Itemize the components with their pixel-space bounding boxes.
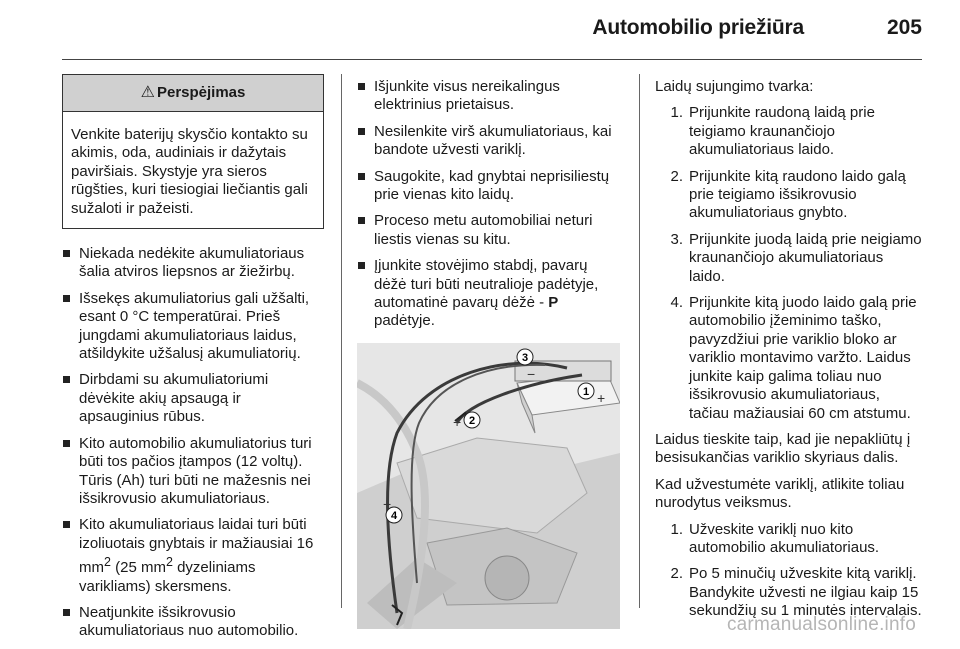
list-item bbox=[655, 168, 923, 223]
list-item bbox=[655, 294, 923, 423]
column-divider-2 bbox=[639, 74, 640, 608]
list-item-text: Kito akumuliatoriaus laidai turi būti izoliuotais gnybtais ir mažiausiai 16 mm bbox=[79, 516, 314, 577]
callout-2 bbox=[464, 412, 480, 428]
header-rule bbox=[62, 59, 922, 60]
superscript: 2 bbox=[104, 555, 111, 570]
column-divider-1 bbox=[341, 74, 342, 608]
procedure-list bbox=[357, 78, 621, 331]
plus-terminal-mark: + bbox=[597, 389, 606, 406]
minus-terminal-mark: − bbox=[383, 495, 392, 512]
callout-1 bbox=[578, 383, 594, 399]
svg-text:2: 2 bbox=[468, 414, 476, 427]
watermark: carmanualsonline.info bbox=[726, 614, 916, 635]
list-item: Kito automobilio akumuliatorius turi būti tos pačios įtampos (12 voltų). Tūris (Ah) turi būti ne mažesnis nei išsikrovusio akumuliatoriaus. bbox=[62, 435, 324, 509]
step-number: 2. bbox=[670, 167, 683, 185]
step-number: 3. bbox=[670, 230, 683, 248]
warning-header bbox=[63, 75, 323, 112]
list-item bbox=[62, 516, 324, 596]
list-item-text: (25 mm bbox=[110, 559, 166, 577]
column-2 bbox=[357, 78, 621, 629]
gear-position: P bbox=[548, 294, 559, 312]
list-item bbox=[655, 231, 923, 286]
list-item bbox=[357, 257, 621, 331]
paragraph: Kad užvestumėte variklį, atlikite toliau nurodytus veiksmus. bbox=[655, 475, 905, 512]
list-item: Neatjunkite išsikrovusio akumuliatoriaus nuo automobilio. bbox=[62, 604, 324, 641]
page-header-title: Automobilio priežiūra bbox=[592, 16, 804, 39]
step-text: Prijunkite kitą juodo laido galą prie automobilio įžeminimo taško, pavyzdžiui prie variklio bloko ar variklio montavimo varžto. Laidus junkite kaip galima toliau nuo išsikrovusio akumuliatoriaus, tačiau mažiausiai 60 cm atstumu. bbox=[689, 294, 917, 422]
step-text: Užveskite variklį nuo kito automobilio akumuliatoriaus. bbox=[689, 520, 880, 556]
list-item bbox=[655, 521, 923, 558]
warning-triangle-icon: ⚠ bbox=[140, 83, 155, 101]
warning-title: Perspėjimas bbox=[156, 83, 246, 101]
engine-bay-diagram bbox=[357, 343, 620, 629]
minus-terminal-mark: − bbox=[527, 365, 536, 382]
list-item: Nesilenkite virš akumuliatoriaus, kai bandote užvesti variklį. bbox=[357, 123, 621, 160]
list-item-text: padėtyje. bbox=[374, 312, 435, 330]
list-item bbox=[655, 565, 923, 620]
step-text: Prijunkite juodą laidą prie neigiamo kraunančiojo akumuliatoriaus laido. bbox=[689, 230, 922, 285]
list-item-text: dyzeliniams varikliams) skersmens. bbox=[79, 559, 256, 595]
list-item: Saugokite, kad gnybtai neprisiliestų prie vienas kito laidų. bbox=[357, 168, 621, 205]
list-item-text: Įjunkite stovėjimo stabdį, pavarų dėžė turi būti neutralioje padėtyje, automatinė pavarų dėžė - bbox=[374, 257, 599, 312]
step-text: Prijunkite kitą raudono laido galą prie teigiamo išsikrovusio akumuliatoriaus gnybto. bbox=[689, 167, 906, 222]
svg-text:1: 1 bbox=[582, 385, 590, 398]
connection-steps bbox=[655, 104, 923, 423]
step-text: Po 5 minučių užveskite kitą variklį. Bandykite užvesti ne ilgiau kaip 15 sekundžių su 1 minutės intervalais. bbox=[689, 565, 922, 620]
column-3 bbox=[655, 78, 923, 629]
connection-order-heading: Laidų sujungimo tvarka: bbox=[655, 78, 814, 95]
list-item: Dirbdami su akumuliatoriumi dėvėkite akių apsaugą ir apsauginius rūbus. bbox=[62, 371, 324, 426]
step-number: 1. bbox=[670, 104, 683, 122]
list-item: Išsekęs akumuliatorius gali užšalti, esant 0 °C temperatūrai. Prieš jungdami akumuliatoriaus laidus, atšildykite užšalusį akumuliatorių. bbox=[62, 290, 324, 364]
list-item: Niekada nedėkite akumuliatoriaus šalia atviros liepsnos ar žiežirbų. bbox=[62, 245, 324, 282]
start-steps bbox=[655, 521, 923, 621]
warning-box bbox=[62, 74, 324, 229]
step-number: 4. bbox=[670, 294, 683, 312]
step-number: 1. bbox=[670, 520, 683, 538]
paragraph: Laidus tieskite taip, kad jie nepakliūtų į besisukančias variklio skyriaus dalis. bbox=[655, 430, 911, 467]
list-item bbox=[655, 104, 923, 159]
page-number: 205 bbox=[886, 16, 922, 39]
plus-terminal-mark: + bbox=[453, 413, 462, 430]
callout-3 bbox=[517, 349, 533, 365]
step-text: Prijunkite raudoną laidą prie teigiamo kraunančiojo akumuliatoriaus laido. bbox=[689, 104, 875, 159]
warning-body: Venkite baterijų skysčio kontakto su akimis, oda, audiniais ir dažytais paviršiais. Skystyje yra sieros rūgšties, kuri tiesiogiai liečiantis gali sužaloti ir pažeisti. bbox=[71, 126, 308, 217]
superscript: 2 bbox=[165, 555, 173, 570]
list-item: Proceso metu automobiliai neturi liestis vienas su kitu. bbox=[357, 212, 621, 249]
column-1 bbox=[62, 78, 324, 649]
svg-text:3: 3 bbox=[521, 351, 529, 364]
precaution-list bbox=[62, 245, 324, 641]
jump-start-illustration bbox=[357, 343, 620, 629]
svg-text:4: 4 bbox=[390, 509, 398, 522]
list-item: Išjunkite visus nereikalingus elektrinius prietaisus. bbox=[357, 78, 621, 115]
step-number: 2. bbox=[670, 565, 683, 583]
